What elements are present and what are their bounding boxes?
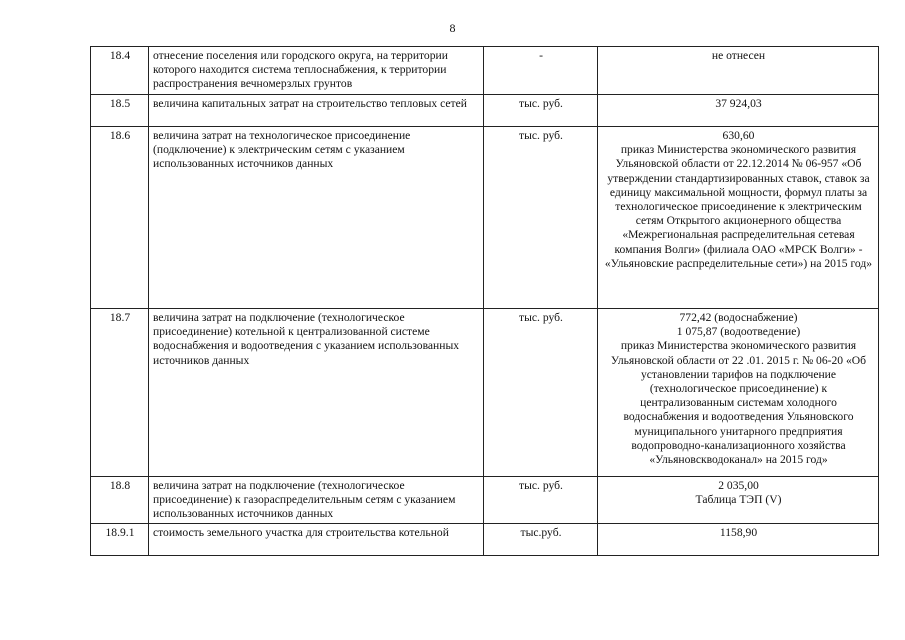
value-line: 1 075,87 (водоотведение) [676, 325, 801, 339]
row-number: 18.7 [91, 309, 149, 477]
value-line: 37 924,03 [715, 97, 762, 110]
row-value [598, 309, 879, 477]
table-row [91, 523, 879, 555]
row-description: стоимость земельного участка для строительства котельной [149, 523, 484, 555]
value-line: 630,60 [722, 129, 755, 142]
row-description: величина затрат на подключение (технологическое присоединение) котельной к централизованной системе водоснабжения и водоотведения с указанием использованных источников данных [149, 309, 484, 477]
row-value [598, 127, 879, 309]
table-row [91, 309, 879, 477]
row-description: отнесение поселения или городского округа, на территории которого находится система теплоснабжения, к территории распространения вечномерзлых грунтов [149, 47, 484, 95]
row-description: величина затрат на технологическое присоединение (подключение) к электрическим сетям с указанием использованных источников данных [149, 127, 484, 309]
value-line: 2 035,00 [718, 479, 759, 492]
row-value [598, 523, 879, 555]
row-number: 18.4 [91, 47, 149, 95]
value-line: 772,42 (водоснабжение) [679, 311, 798, 324]
table-row [91, 477, 879, 524]
row-unit: тыс. руб. [484, 477, 598, 524]
document-table [90, 46, 879, 556]
row-unit: тыс. руб. [484, 309, 598, 477]
row-value [598, 477, 879, 524]
row-unit: тыс. руб. [484, 95, 598, 127]
row-unit: тыс.руб. [484, 523, 598, 555]
table-row [91, 127, 879, 309]
row-number: 18.9.1 [91, 523, 149, 555]
value-line: 1158,90 [719, 525, 758, 539]
row-number: 18.8 [91, 477, 149, 524]
row-description: величина капитальных затрат на строительство тепловых сетей [149, 95, 484, 127]
table-row [91, 47, 879, 95]
row-unit: - [484, 47, 598, 95]
row-value [598, 47, 879, 95]
row-number: 18.6 [91, 127, 149, 309]
row-description: величина затрат на подключение (технологическое присоединение) к газораспределительным сетям с указанием использованных источников данных [149, 477, 484, 524]
page-number: 8 [449, 21, 456, 35]
value-line: Таблица ТЭП (V) [695, 493, 782, 507]
value-source: приказ Министерства экономического развития Ульяновской области от 22.12.2014 № 06-957 «Об утверждении стандартизированных ставок, ставок за единицу максимальной мощности, формул платы за технологическое присоединение к электрическим сетям Открытого акционерного общества «Межрегиональная распределительная сетевая компания Волги» (филиала ОАО «МРСК Волги» - «Ульяновские распределительные сети») на 2015 год» [604, 143, 873, 270]
value-source: приказ Министерства экономического развития Ульяновской области от 22 .01. 2015 г. № 06-20 «Об установлении тарифов на подключение (технологическое присоединение) к централизованным системам холодного водоснабжения и водоотведения Ульяновского муниципального унитарного предприятия водопроводно-канализационного хозяйства «Ульяновскводоканал» на 2015 год» [610, 339, 867, 467]
table-row [91, 95, 879, 127]
row-unit: тыс. руб. [484, 127, 598, 309]
row-number: 18.5 [91, 95, 149, 127]
row-value [598, 95, 879, 127]
value-line: не отнесен [711, 49, 766, 62]
